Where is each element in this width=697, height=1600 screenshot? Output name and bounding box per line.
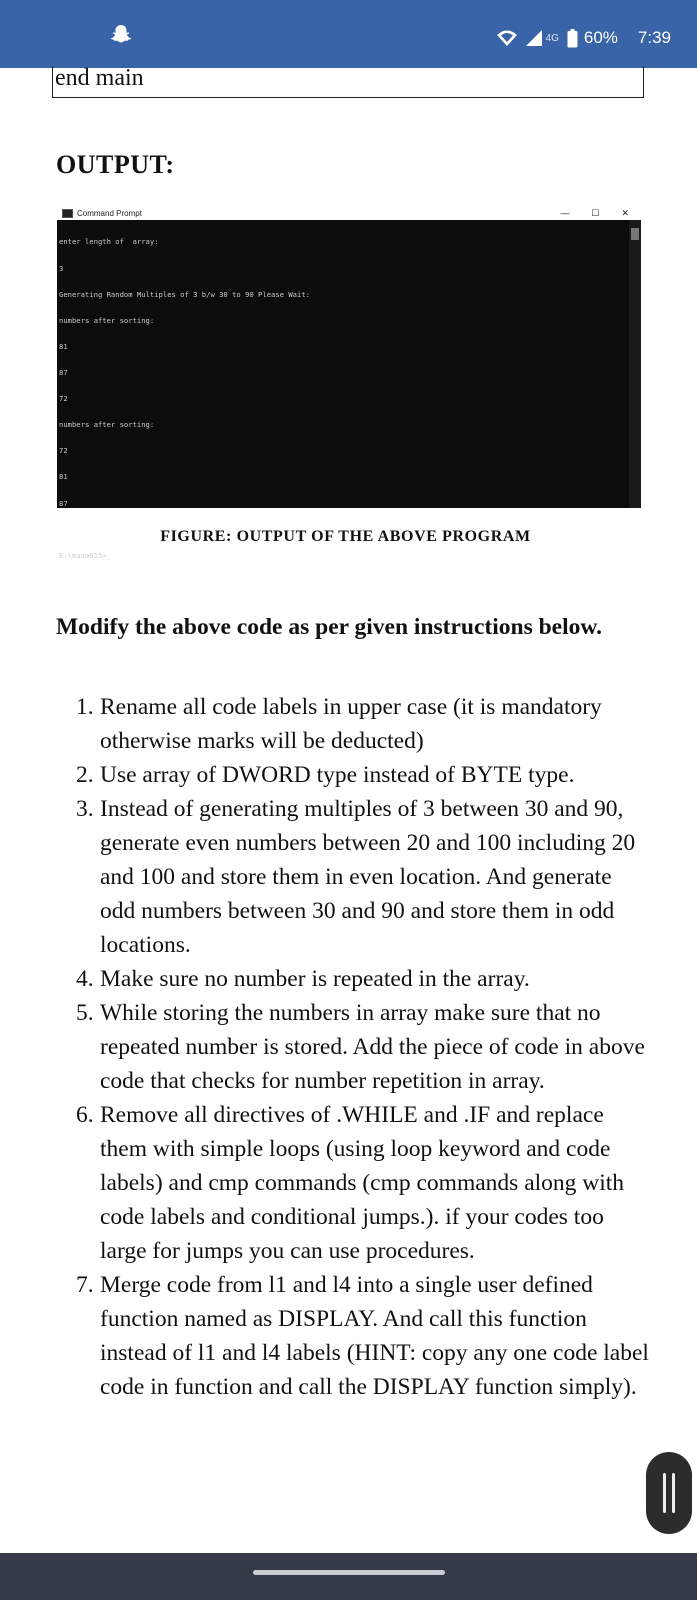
side-panel-handle[interactable] xyxy=(646,1452,692,1534)
figure-caption xyxy=(0,528,697,546)
console-line: numbers after sorting: xyxy=(59,315,155,325)
console-titlebar xyxy=(57,206,641,220)
clock: 7:39 xyxy=(637,28,671,47)
console-line: 87 xyxy=(59,498,68,508)
list-item: 4. Make sure no number is repeated in the array. xyxy=(76,966,530,992)
close-icon: ✕ xyxy=(621,207,629,218)
wifi-icon xyxy=(496,29,518,47)
console-line: numbers after sorting: xyxy=(59,420,155,430)
console-line: 87 xyxy=(59,367,68,377)
console-line: 3 xyxy=(59,263,64,273)
console-line: E:\masm615>_ xyxy=(59,550,111,560)
console-output xyxy=(57,220,641,579)
navigation-bar xyxy=(0,1553,697,1600)
status-bar xyxy=(0,0,697,68)
figure-caption-text: FIGURE: OUTPUT OF THE ABOVE PROGRAM xyxy=(160,528,531,545)
console-scroll-thumb xyxy=(631,228,639,240)
list-item: 2. Use array of DWORD type instead of BYTE type. xyxy=(76,762,575,788)
console-line: enter length of array: xyxy=(59,237,159,247)
list-item: 6. Remove all directives of .WHILE and .IF and replace them with simple loops (using loop keyword and code labels) and cmp commands (cmp commands along with code labels and conditional jumps.). if your codes too large for jumps you can use procedures. xyxy=(76,1102,625,1264)
console-icon xyxy=(62,209,73,218)
status-icons xyxy=(496,28,671,48)
instruction-list xyxy=(76,690,651,1404)
console-line: 72 xyxy=(59,446,68,456)
battery-percent: 60% xyxy=(583,28,618,47)
list-item: 1. Rename all code labels in upper case (it is mandatory otherwise marks will be deducted) xyxy=(76,694,602,754)
handle-bar-icon xyxy=(672,1473,675,1513)
console-line: 81 xyxy=(59,341,68,351)
code-block-end: end main xyxy=(52,66,644,98)
list-item: 3. Instead of generating multiples of 3 between 30 and 90, generate even numbers between 20 and 100 including 20 and 100 and store them in even location. And generate odd numbers between 30 and 90 and store them in odd locations. xyxy=(76,796,636,958)
signal-icon xyxy=(524,29,544,47)
snapchat-icon xyxy=(110,24,132,49)
battery-icon xyxy=(567,29,578,48)
console-line: 81 xyxy=(59,472,68,482)
network-type: 4G xyxy=(545,32,559,44)
list-item: 7. Merge code from l1 and l4 into a single user defined function named as DISPLAY. And call this function instead of l1 and l4 labels (HINT: copy any one code label code in function and call the DISPLAY function simply). xyxy=(76,1272,649,1400)
console-line: Generating Random Multiples of 3 b/w 30 to 90 Please Wait: xyxy=(59,289,310,299)
home-gesture-handle[interactable] xyxy=(253,1570,445,1575)
console-title: Command Prompt xyxy=(77,208,142,218)
output-heading: OUTPUT: xyxy=(56,150,175,179)
console-line: 72 xyxy=(59,394,68,404)
handle-bar-icon xyxy=(663,1473,666,1513)
modify-heading: Modify the above code as per given instructions below. xyxy=(56,614,602,640)
maximize-icon: ☐ xyxy=(591,207,600,218)
minimize-icon: — xyxy=(560,208,570,218)
console-scrollbar xyxy=(629,220,641,508)
list-item: 5. While storing the numbers in array make sure that no repeated number is stored. Add the piece of code in above code that checks for number repetition in array. xyxy=(76,1000,645,1094)
